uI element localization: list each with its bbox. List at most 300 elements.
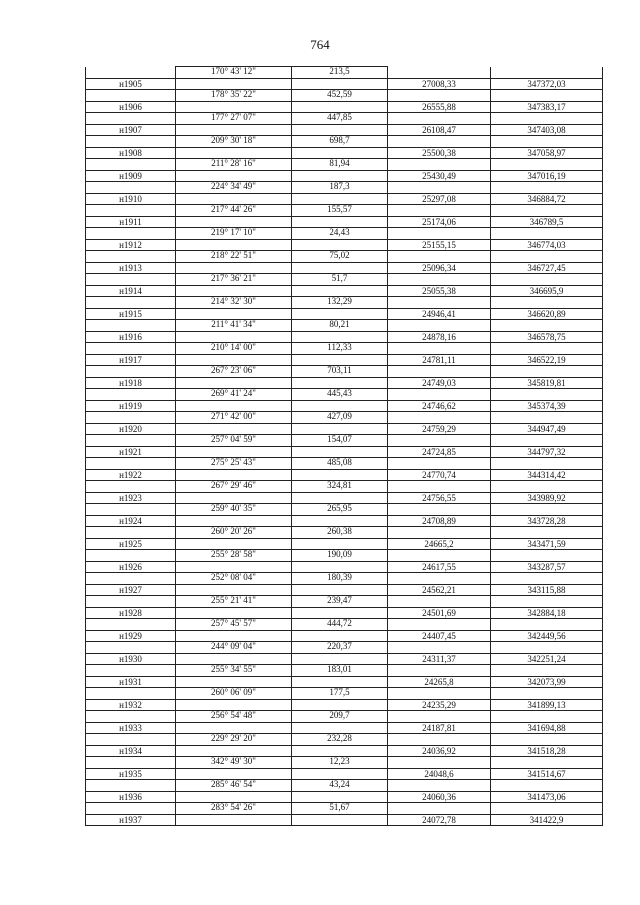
x-coordinate-cell <box>388 412 491 424</box>
segment-length-cell: 51,67 <box>292 803 388 815</box>
point-name-cell: н1932 <box>86 699 176 711</box>
x-coordinate-cell <box>388 389 491 401</box>
point-name-cell: н1937 <box>86 814 176 826</box>
point-row <box>86 630 603 642</box>
segment-length-cell <box>292 745 388 757</box>
segment-row <box>86 182 603 194</box>
direction-angle-cell <box>176 653 292 665</box>
point-row <box>86 78 603 90</box>
y-coordinate-cell <box>491 596 603 608</box>
x-coordinate-cell: 25297,08 <box>388 193 491 205</box>
direction-angle-cell: 170° 43' 12" <box>176 67 292 79</box>
segment-row <box>86 90 603 102</box>
point-row <box>86 262 603 274</box>
point-name-cell <box>86 228 176 240</box>
segment-row <box>86 527 603 539</box>
point-name-cell: н1916 <box>86 331 176 343</box>
segment-length-cell: 485,08 <box>292 458 388 470</box>
point-name-cell: н1912 <box>86 239 176 251</box>
y-coordinate-cell: 341473,06 <box>491 791 603 803</box>
y-coordinate-cell: 344947,49 <box>491 423 603 435</box>
point-name-cell <box>86 688 176 700</box>
y-coordinate-cell <box>491 665 603 677</box>
x-coordinate-cell <box>388 297 491 309</box>
segment-length-cell <box>292 377 388 389</box>
direction-angle-cell: 255° 28' 58" <box>176 550 292 562</box>
direction-angle-cell <box>176 377 292 389</box>
x-coordinate-cell <box>388 550 491 562</box>
point-name-cell: н1914 <box>86 285 176 297</box>
direction-angle-cell: 285° 46' 54" <box>176 780 292 792</box>
point-row <box>86 124 603 136</box>
point-name-cell: н1919 <box>86 400 176 412</box>
x-coordinate-cell: 25055,38 <box>388 285 491 297</box>
direction-angle-cell <box>176 78 292 90</box>
point-name-cell: н1928 <box>86 607 176 619</box>
segment-length-cell: 324,81 <box>292 481 388 493</box>
y-coordinate-cell <box>491 619 603 631</box>
segment-length-cell <box>292 400 388 412</box>
point-name-cell <box>86 251 176 263</box>
y-coordinate-cell <box>491 274 603 286</box>
x-coordinate-cell <box>388 711 491 723</box>
point-row <box>86 170 603 182</box>
direction-angle-cell <box>176 814 292 826</box>
point-name-cell <box>86 458 176 470</box>
y-coordinate-cell <box>491 297 603 309</box>
point-row <box>86 331 603 343</box>
point-row <box>86 561 603 573</box>
y-coordinate-cell: 347058,97 <box>491 147 603 159</box>
y-coordinate-cell <box>491 688 603 700</box>
direction-angle-cell: 255° 21' 41" <box>176 596 292 608</box>
direction-angle-cell: 259° 40' 35" <box>176 504 292 516</box>
y-coordinate-cell <box>491 389 603 401</box>
point-name-cell <box>86 343 176 355</box>
direction-angle-cell: 244° 09' 04" <box>176 642 292 654</box>
segment-row <box>86 757 603 769</box>
point-row <box>86 768 603 780</box>
segment-length-cell: 239,47 <box>292 596 388 608</box>
point-name-cell <box>86 90 176 102</box>
direction-angle-cell: 218° 22' 51" <box>176 251 292 263</box>
segment-length-cell: 447,85 <box>292 113 388 125</box>
y-coordinate-cell: 341518,28 <box>491 745 603 757</box>
direction-angle-cell <box>176 630 292 642</box>
y-coordinate-cell <box>491 136 603 148</box>
point-row <box>86 423 603 435</box>
y-coordinate-cell <box>491 113 603 125</box>
point-row <box>86 515 603 527</box>
point-name-cell <box>86 136 176 148</box>
y-coordinate-cell: 344797,32 <box>491 446 603 458</box>
direction-angle-cell: 267° 23' 06" <box>176 366 292 378</box>
point-name-cell <box>86 803 176 815</box>
y-coordinate-cell <box>491 780 603 792</box>
direction-angle-cell: 210° 14' 00" <box>176 343 292 355</box>
direction-angle-cell <box>176 216 292 228</box>
segment-length-cell: 51,7 <box>292 274 388 286</box>
y-coordinate-cell <box>491 90 603 102</box>
point-name-cell: н1908 <box>86 147 176 159</box>
x-coordinate-cell <box>388 780 491 792</box>
segment-length-cell <box>292 193 388 205</box>
segment-row <box>86 481 603 493</box>
direction-angle-cell <box>176 561 292 573</box>
segment-length-cell <box>292 354 388 366</box>
segment-length-cell: 232,28 <box>292 734 388 746</box>
direction-angle-cell: 271° 42' 00" <box>176 412 292 424</box>
point-row <box>86 699 603 711</box>
segment-length-cell: 220,37 <box>292 642 388 654</box>
segment-length-cell: 265,95 <box>292 504 388 516</box>
y-coordinate-cell: 346774,03 <box>491 239 603 251</box>
segment-length-cell <box>292 423 388 435</box>
y-coordinate-cell: 346695,9 <box>491 285 603 297</box>
segment-length-cell <box>292 607 388 619</box>
y-coordinate-cell <box>491 573 603 585</box>
x-coordinate-cell: 24072,78 <box>388 814 491 826</box>
direction-angle-cell <box>176 446 292 458</box>
segment-length-cell <box>292 331 388 343</box>
segment-length-cell <box>292 791 388 803</box>
point-name-cell <box>86 504 176 516</box>
point-row <box>86 147 603 159</box>
segment-row <box>86 619 603 631</box>
x-coordinate-cell: 25430,49 <box>388 170 491 182</box>
y-coordinate-cell <box>491 412 603 424</box>
segment-row <box>86 803 603 815</box>
y-coordinate-cell <box>491 435 603 447</box>
direction-angle-cell: 224° 34' 49" <box>176 182 292 194</box>
x-coordinate-cell: 25174,06 <box>388 216 491 228</box>
point-row <box>86 239 603 251</box>
y-coordinate-cell <box>491 159 603 171</box>
segment-row <box>86 67 603 79</box>
x-coordinate-cell: 24749,03 <box>388 377 491 389</box>
point-name-cell: н1933 <box>86 722 176 734</box>
direction-angle-cell: 211° 28' 16" <box>176 159 292 171</box>
point-name-cell: н1934 <box>86 745 176 757</box>
y-coordinate-cell: 343115,88 <box>491 584 603 596</box>
y-coordinate-cell: 342251,24 <box>491 653 603 665</box>
point-name-cell <box>86 757 176 769</box>
x-coordinate-cell: 24235,29 <box>388 699 491 711</box>
x-coordinate-cell <box>388 665 491 677</box>
point-row <box>86 377 603 389</box>
y-coordinate-cell <box>491 711 603 723</box>
x-coordinate-cell: 26108,47 <box>388 124 491 136</box>
segment-length-cell: 75,02 <box>292 251 388 263</box>
x-coordinate-cell <box>388 320 491 332</box>
point-name-cell: н1920 <box>86 423 176 435</box>
point-row <box>86 584 603 596</box>
y-coordinate-cell <box>491 366 603 378</box>
x-coordinate-cell <box>388 527 491 539</box>
point-name-cell: н1935 <box>86 768 176 780</box>
y-coordinate-cell: 343728,28 <box>491 515 603 527</box>
point-name-cell <box>86 665 176 677</box>
direction-angle-cell <box>176 170 292 182</box>
x-coordinate-cell: 24756,55 <box>388 492 491 504</box>
segment-length-cell: 698,7 <box>292 136 388 148</box>
y-coordinate-cell <box>491 228 603 240</box>
segment-length-cell <box>292 124 388 136</box>
x-coordinate-cell: 24311,37 <box>388 653 491 665</box>
point-name-cell <box>86 435 176 447</box>
point-name-cell <box>86 573 176 585</box>
point-name-cell <box>86 159 176 171</box>
segment-length-cell <box>292 170 388 182</box>
direction-angle-cell: 257° 04' 59" <box>176 435 292 447</box>
direction-angle-cell: 214° 32' 30" <box>176 297 292 309</box>
x-coordinate-cell: 24665,2 <box>388 538 491 550</box>
segment-row <box>86 136 603 148</box>
y-coordinate-cell <box>491 320 603 332</box>
segment-length-cell <box>292 584 388 596</box>
segment-length-cell: 24,43 <box>292 228 388 240</box>
x-coordinate-cell <box>388 596 491 608</box>
point-name-cell: н1907 <box>86 124 176 136</box>
x-coordinate-cell <box>388 619 491 631</box>
segment-length-cell: 154,07 <box>292 435 388 447</box>
x-coordinate-cell: 24746,62 <box>388 400 491 412</box>
x-coordinate-cell <box>388 458 491 470</box>
segment-length-cell <box>292 676 388 688</box>
segment-row <box>86 435 603 447</box>
point-name-cell <box>86 619 176 631</box>
direction-angle-cell <box>176 423 292 435</box>
direction-angle-cell: 269° 41' 24" <box>176 389 292 401</box>
direction-angle-cell: 267° 29' 46" <box>176 481 292 493</box>
x-coordinate-cell: 24617,55 <box>388 561 491 573</box>
segment-length-cell: 112,33 <box>292 343 388 355</box>
direction-angle-cell <box>176 538 292 550</box>
direction-angle-cell <box>176 193 292 205</box>
x-coordinate-cell <box>388 573 491 585</box>
segment-row <box>86 251 603 263</box>
segment-length-cell <box>292 515 388 527</box>
point-name-cell <box>86 412 176 424</box>
x-coordinate-cell <box>388 205 491 217</box>
x-coordinate-cell <box>388 343 491 355</box>
y-coordinate-cell: 346884,72 <box>491 193 603 205</box>
point-name-cell: н1906 <box>86 101 176 113</box>
point-name-cell: н1930 <box>86 653 176 665</box>
direction-angle-cell: 217° 44' 26" <box>176 205 292 217</box>
segment-length-cell <box>292 722 388 734</box>
segment-row <box>86 412 603 424</box>
segment-length-cell: 132,29 <box>292 297 388 309</box>
segment-length-cell: 180,39 <box>292 573 388 585</box>
x-coordinate-cell <box>388 757 491 769</box>
y-coordinate-cell <box>491 182 603 194</box>
x-coordinate-cell: 27008,33 <box>388 78 491 90</box>
segment-row <box>86 297 603 309</box>
point-name-cell: н1905 <box>86 78 176 90</box>
point-name-cell <box>86 205 176 217</box>
segment-length-cell: 12,23 <box>292 757 388 769</box>
segment-length-cell <box>292 216 388 228</box>
segment-length-cell: 190,09 <box>292 550 388 562</box>
x-coordinate-cell <box>388 435 491 447</box>
segment-length-cell: 427,09 <box>292 412 388 424</box>
x-coordinate-cell <box>388 274 491 286</box>
segment-row <box>86 205 603 217</box>
point-row <box>86 607 603 619</box>
segment-row <box>86 320 603 332</box>
point-name-cell: н1913 <box>86 262 176 274</box>
x-coordinate-cell: 24407,45 <box>388 630 491 642</box>
point-name-cell <box>86 182 176 194</box>
segment-length-cell: 155,57 <box>292 205 388 217</box>
x-coordinate-cell <box>388 182 491 194</box>
point-name-cell: н1909 <box>86 170 176 182</box>
point-name-cell <box>86 389 176 401</box>
segment-length-cell <box>292 101 388 113</box>
point-name-cell <box>86 67 176 79</box>
x-coordinate-cell <box>388 159 491 171</box>
coordinates-table-body <box>86 67 603 826</box>
segment-length-cell: 183,01 <box>292 665 388 677</box>
direction-angle-cell: 275° 25' 43" <box>176 458 292 470</box>
point-row <box>86 745 603 757</box>
point-name-cell <box>86 596 176 608</box>
direction-angle-cell: 260° 20' 26" <box>176 527 292 539</box>
point-name-cell: н1931 <box>86 676 176 688</box>
segment-length-cell: 703,11 <box>292 366 388 378</box>
y-coordinate-cell <box>491 458 603 470</box>
y-coordinate-cell <box>491 642 603 654</box>
y-coordinate-cell <box>491 481 603 493</box>
y-coordinate-cell <box>491 67 603 79</box>
point-row <box>86 446 603 458</box>
segment-row <box>86 113 603 125</box>
point-row <box>86 538 603 550</box>
point-name-cell: н1924 <box>86 515 176 527</box>
x-coordinate-cell: 24759,29 <box>388 423 491 435</box>
y-coordinate-cell <box>491 343 603 355</box>
y-coordinate-cell <box>491 251 603 263</box>
segment-length-cell <box>292 538 388 550</box>
segment-length-cell <box>292 469 388 481</box>
segment-row <box>86 366 603 378</box>
segment-length-cell <box>292 78 388 90</box>
point-row <box>86 722 603 734</box>
direction-angle-cell <box>176 515 292 527</box>
direction-angle-cell: 217° 36' 21" <box>176 274 292 286</box>
direction-angle-cell <box>176 699 292 711</box>
direction-angle-cell <box>176 262 292 274</box>
y-coordinate-cell: 342449,56 <box>491 630 603 642</box>
point-name-cell: н1923 <box>86 492 176 504</box>
direction-angle-cell <box>176 354 292 366</box>
y-coordinate-cell <box>491 205 603 217</box>
direction-angle-cell <box>176 492 292 504</box>
x-coordinate-cell: 24708,89 <box>388 515 491 527</box>
point-row <box>86 285 603 297</box>
y-coordinate-cell <box>491 734 603 746</box>
x-coordinate-cell: 24187,81 <box>388 722 491 734</box>
direction-angle-cell <box>176 584 292 596</box>
point-row <box>86 469 603 481</box>
point-row <box>86 492 603 504</box>
segment-length-cell: 80,21 <box>292 320 388 332</box>
x-coordinate-cell <box>388 113 491 125</box>
x-coordinate-cell <box>388 688 491 700</box>
y-coordinate-cell: 344314,42 <box>491 469 603 481</box>
segment-length-cell: 444,72 <box>292 619 388 631</box>
point-name-cell <box>86 366 176 378</box>
y-coordinate-cell: 341422,9 <box>491 814 603 826</box>
segment-length-cell <box>292 239 388 251</box>
direction-angle-cell <box>176 768 292 780</box>
point-row <box>86 653 603 665</box>
segment-row <box>86 573 603 585</box>
point-name-cell: н1917 <box>86 354 176 366</box>
segment-row <box>86 780 603 792</box>
point-name-cell: н1927 <box>86 584 176 596</box>
point-name-cell <box>86 642 176 654</box>
segment-length-cell <box>292 147 388 159</box>
y-coordinate-cell: 347372,03 <box>491 78 603 90</box>
point-row <box>86 308 603 320</box>
x-coordinate-cell <box>388 803 491 815</box>
direction-angle-cell: 255° 34' 55" <box>176 665 292 677</box>
point-name-cell <box>86 274 176 286</box>
direction-angle-cell <box>176 285 292 297</box>
x-coordinate-cell: 24770,74 <box>388 469 491 481</box>
segment-length-cell: 81,94 <box>292 159 388 171</box>
direction-angle-cell <box>176 308 292 320</box>
segment-length-cell: 209,7 <box>292 711 388 723</box>
x-coordinate-cell: 24048,6 <box>388 768 491 780</box>
segment-row <box>86 228 603 240</box>
segment-length-cell: 213,5 <box>292 67 388 79</box>
segment-length-cell <box>292 446 388 458</box>
segment-length-cell <box>292 561 388 573</box>
y-coordinate-cell: 347403,08 <box>491 124 603 136</box>
direction-angle-cell: 257° 45' 57" <box>176 619 292 631</box>
point-row <box>86 791 603 803</box>
y-coordinate-cell: 346789,5 <box>491 216 603 228</box>
point-name-cell: н1926 <box>86 561 176 573</box>
y-coordinate-cell: 346578,75 <box>491 331 603 343</box>
direction-angle-cell: 342° 49' 30" <box>176 757 292 769</box>
segment-length-cell <box>292 699 388 711</box>
segment-row <box>86 274 603 286</box>
segment-length-cell <box>292 768 388 780</box>
x-coordinate-cell <box>388 734 491 746</box>
point-name-cell <box>86 527 176 539</box>
segment-length-cell: 177,5 <box>292 688 388 700</box>
y-coordinate-cell: 345819,81 <box>491 377 603 389</box>
x-coordinate-cell <box>388 136 491 148</box>
x-coordinate-cell <box>388 481 491 493</box>
point-name-cell <box>86 711 176 723</box>
point-row <box>86 400 603 412</box>
x-coordinate-cell: 24060,36 <box>388 791 491 803</box>
y-coordinate-cell <box>491 803 603 815</box>
point-row <box>86 354 603 366</box>
point-name-cell: н1918 <box>86 377 176 389</box>
direction-angle-cell: 229° 29' 20" <box>176 734 292 746</box>
x-coordinate-cell: 24501,69 <box>388 607 491 619</box>
point-name-cell: н1922 <box>86 469 176 481</box>
point-name-cell <box>86 481 176 493</box>
segment-row <box>86 596 603 608</box>
direction-angle-cell: 178° 35' 22" <box>176 90 292 102</box>
